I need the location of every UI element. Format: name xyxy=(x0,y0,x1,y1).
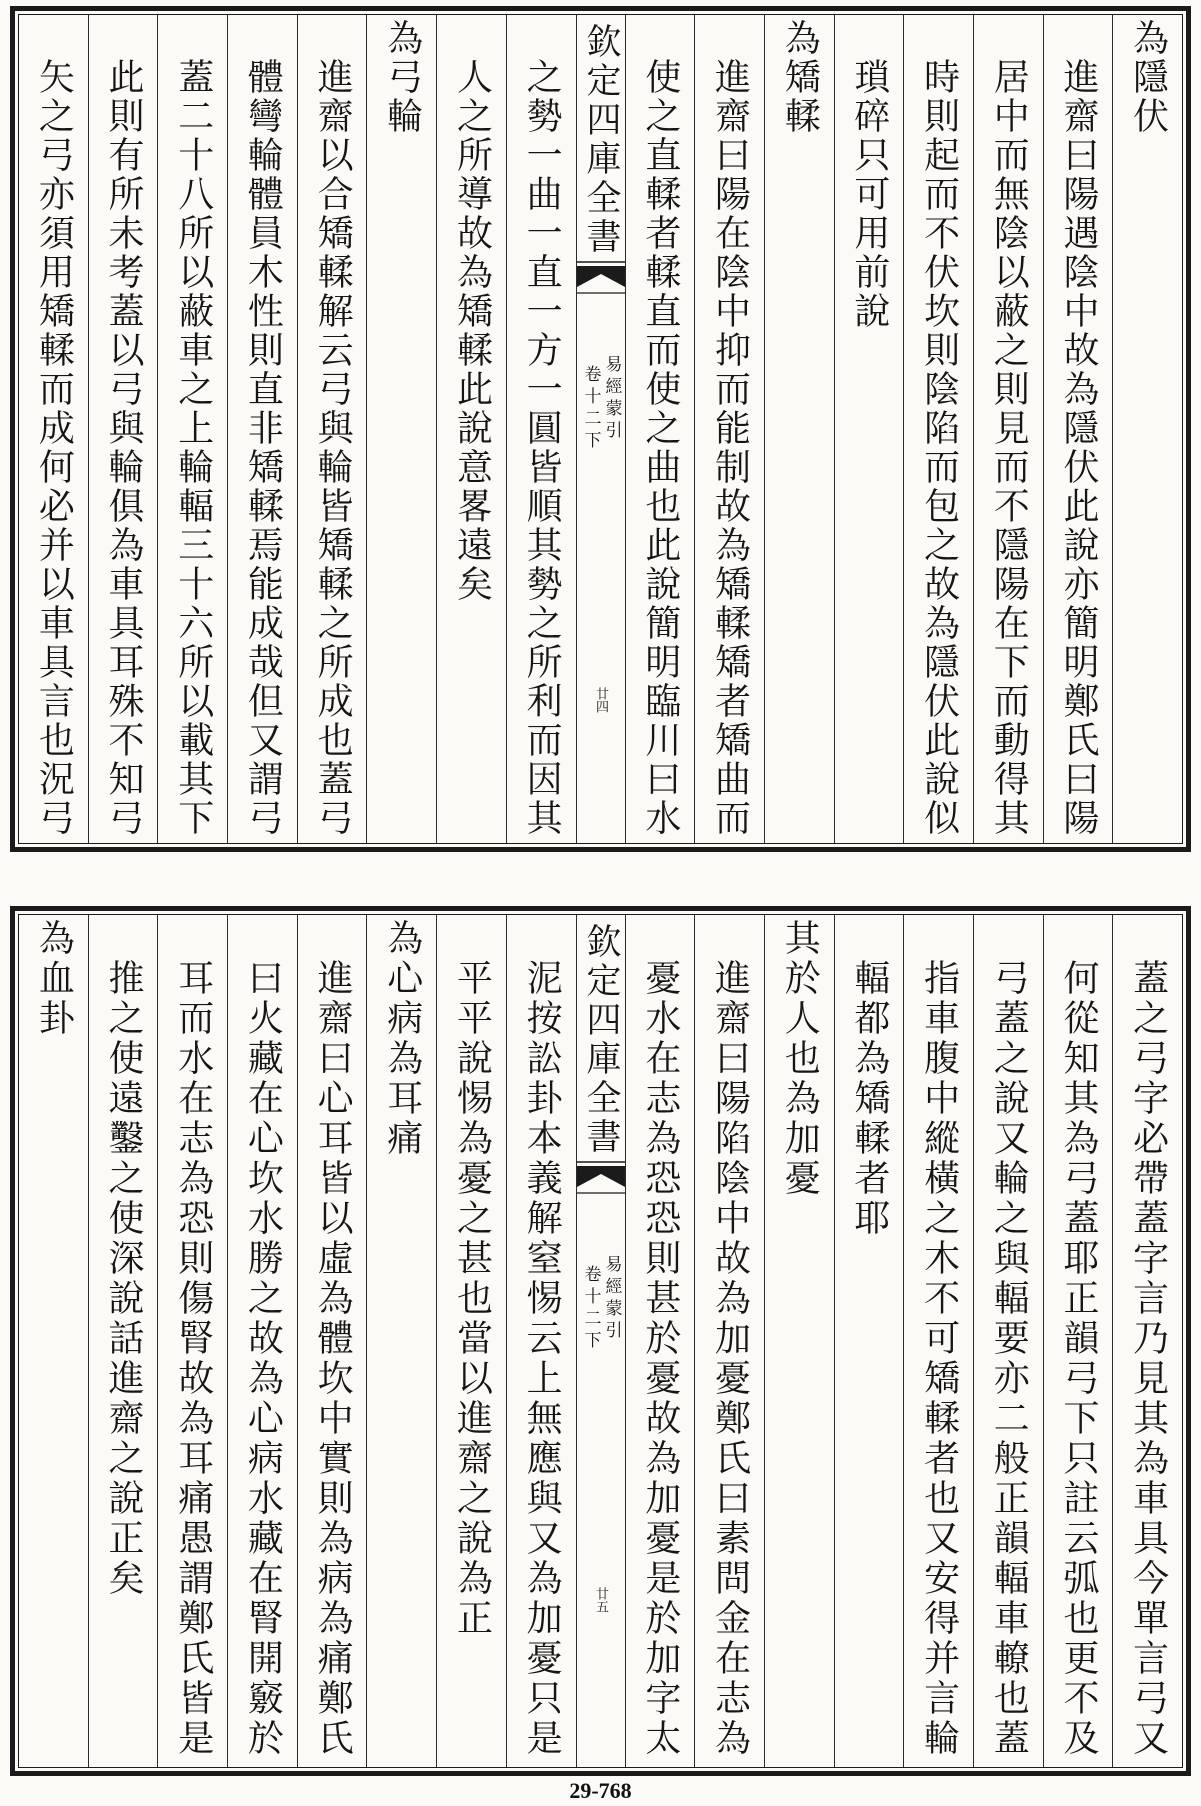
entry-heading-text: 為弓輪 xyxy=(381,19,423,136)
commentary-column xyxy=(1043,915,1113,1767)
commentary-text: 人之所導故為矯輮此說意畧遠矣 xyxy=(451,58,493,604)
commentary-column xyxy=(436,915,506,1767)
entry-heading-text: 為血卦 xyxy=(33,919,75,1039)
commentary-column xyxy=(227,915,297,1767)
page-spine xyxy=(576,915,625,1767)
commentary-column xyxy=(973,15,1043,843)
commentary-column xyxy=(834,15,904,843)
commentary-text: 進齋以合矯輮解云弓與輪皆矯輮之所成也蓋弓 xyxy=(312,58,354,838)
column-row xyxy=(19,15,1182,843)
commentary-column xyxy=(157,915,227,1767)
commentary-text: 居中而無陰以蔽之則見而不隱陽在下而動得其 xyxy=(988,58,1030,838)
spine-work-title: 易經蒙引 xyxy=(601,1255,622,1343)
commentary-text: 曰火藏在心坎水勝之故為心病水藏在腎開竅於 xyxy=(242,959,284,1759)
commentary-text: 進齋曰心耳皆以虛為體坎中實則為病為痛鄭氏 xyxy=(312,959,354,1759)
page-panel-upper xyxy=(10,6,1191,852)
page-panel-lower xyxy=(10,906,1191,1776)
commentary-text: 矢之弓亦須用矯輮而成何必并以車具言也況弓 xyxy=(33,58,75,838)
commentary-text: 耳而水在志為恐則傷腎故為耳痛愚謂鄭氏皆是 xyxy=(172,959,214,1759)
spine-page-number-text: 廿五 xyxy=(593,1587,608,1613)
fishtail-ornament xyxy=(577,260,625,300)
commentary-column xyxy=(297,915,367,1767)
commentary-column xyxy=(436,15,506,843)
commentary-column xyxy=(88,915,158,1767)
commentary-text: 進齋曰陽陷陰中故為加憂鄭氏曰素問金在志為 xyxy=(709,959,751,1759)
entry-heading-column xyxy=(19,915,88,1767)
entry-heading-column xyxy=(764,15,834,843)
entry-heading-column xyxy=(366,915,436,1767)
commentary-text: 推之使遠鑿之使深說話進齋之說正矣 xyxy=(103,959,145,1599)
commentary-column xyxy=(903,915,973,1767)
commentary-column xyxy=(297,15,367,843)
commentary-text: 泥按訟卦本義解窒惕云上無應與又為加憂只是 xyxy=(521,959,563,1759)
spine-volume-label: 卷十二下 xyxy=(580,1265,601,1353)
commentary-text: 蓋二十八所以蔽車之上輪輻三十六所以載其下 xyxy=(172,58,214,838)
spine-book-title xyxy=(577,923,625,1157)
spine-book-title-text: 欽定四庫全書 xyxy=(581,923,621,1157)
page-spine xyxy=(576,15,625,843)
spine-work-title: 易經蒙引 xyxy=(601,355,622,443)
commentary-text: 弓蓋之說又輪之與輻要亦二般正韻輻車轑也蓋 xyxy=(988,959,1030,1759)
spine-page-number xyxy=(577,1587,625,1613)
commentary-text: 進齋曰陽遇陰中故為隱伏此說亦簡明鄭氏曰陽 xyxy=(1057,58,1099,838)
commentary-text: 平平說惕為憂之甚也當以進齋之說為正 xyxy=(451,959,493,1639)
spine-volume-label: 卷十二下 xyxy=(580,365,601,453)
commentary-text: 輻都為矯輮者耶 xyxy=(848,959,890,1239)
commentary-text: 體彎輪體員木性則直非矯輮焉能成哉但又謂弓 xyxy=(242,58,284,838)
commentary-text: 之勢一曲一直一方一圓皆順其勢之所利而因其 xyxy=(521,58,563,838)
entry-heading-text: 為心病為耳痛 xyxy=(381,919,423,1159)
commentary-column xyxy=(694,15,764,843)
entry-heading-column xyxy=(1112,15,1182,843)
commentary-text: 時則起而不伏坎則陰陷而包之故為隱伏此說似 xyxy=(918,58,960,838)
commentary-text: 進齋曰陽在陰中抑而能制故為矯輮矯者矯曲而 xyxy=(709,58,751,838)
commentary-column xyxy=(973,915,1043,1767)
entry-heading-text: 其於人也為加憂 xyxy=(779,919,821,1199)
page-reference-number: 29-768 xyxy=(569,1778,632,1803)
spine-page-number xyxy=(577,687,625,713)
commentary-text: 蓋之弓字必帶蓋字言乃見其為車具今單言弓又 xyxy=(1127,959,1169,1759)
commentary-text: 使之直輮者輮直而使之曲也此說簡明臨川曰水 xyxy=(639,58,681,838)
commentary-text: 指車腹中縱橫之木不可矯輮者也又安得并言輪 xyxy=(918,959,960,1759)
commentary-column xyxy=(506,15,576,843)
commentary-column xyxy=(834,915,904,1767)
commentary-column xyxy=(506,915,576,1767)
entry-heading-column xyxy=(366,15,436,843)
commentary-text: 此則有所未考蓋以弓與輪俱為車具耳殊不知弓 xyxy=(103,58,145,838)
commentary-column xyxy=(903,15,973,843)
spine-book-title-text: 欽定四庫全書 xyxy=(581,23,621,257)
commentary-text: 何從知其為弓蓋耶正韻弓下只註云弧也更不及 xyxy=(1057,959,1099,1759)
commentary-column xyxy=(88,15,158,843)
commentary-column xyxy=(227,15,297,843)
commentary-column xyxy=(694,915,764,1767)
commentary-column xyxy=(1043,15,1113,843)
commentary-text: 憂水在志為恐恐則甚於憂故為加憂是於加字太 xyxy=(639,959,681,1759)
commentary-column xyxy=(625,15,695,843)
fishtail-ornament xyxy=(577,1160,625,1200)
commentary-column xyxy=(1112,915,1182,1767)
entry-heading-text: 為隱伏 xyxy=(1127,19,1169,136)
commentary-column xyxy=(157,15,227,843)
page-frame xyxy=(18,914,1183,1768)
spine-book-title xyxy=(577,23,625,257)
spine-page-number-text: 廿四 xyxy=(593,687,608,713)
page-frame xyxy=(18,14,1183,844)
entry-heading-column xyxy=(764,915,834,1767)
commentary-column xyxy=(625,915,695,1767)
column-row xyxy=(19,915,1182,1767)
commentary-text: 瑣碎只可用前說 xyxy=(848,58,890,331)
entry-heading-text: 為矯輮 xyxy=(779,19,821,136)
commentary-column xyxy=(19,15,88,843)
